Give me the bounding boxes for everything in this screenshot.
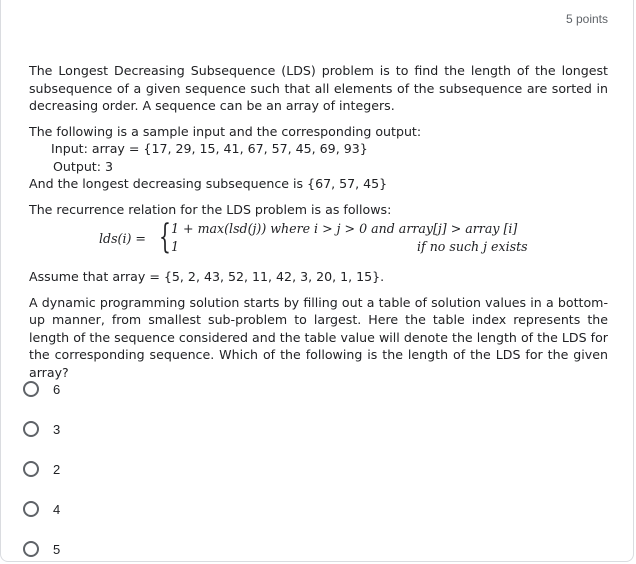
- radio-button[interactable]: [23, 461, 39, 477]
- recurrence-formula: [29, 217, 608, 260]
- option-label: 5: [53, 542, 61, 557]
- radio-button[interactable]: [23, 501, 39, 517]
- question-text: [29, 62, 608, 381]
- option-label: 6: [53, 382, 61, 397]
- option-label: 4: [53, 502, 61, 517]
- formula-lhs: lds(i) =: [99, 231, 146, 246]
- dp-paragraph: A dynamic programming solution starts by filling out a table of solution values in a bottom-up manner, from smallest sub-problem to largest. Here the table index represents the length of the sequence considered and the table value will denote the length of the LDS for the corresponding sequence. Which of the following is the length of the LDS for the given array?: [29, 294, 608, 380]
- radio-button[interactable]: [23, 421, 39, 437]
- recurrence-heading: The recurrence relation for the LDS problem is as follows:: [29, 201, 392, 217]
- option-6[interactable]: [23, 380, 223, 402]
- option-5[interactable]: [23, 540, 223, 562]
- formula-case-1: 1 + max(lsd(j)) where i > j > 0 and array[j] > array [i]: [171, 221, 518, 236]
- sample-heading: The following is a sample input and the corresponding output:: [29, 123, 422, 139]
- intro-paragraph: The Longest Decreasing Subsequence (LDS) problem is to find the length of the longest subsequence of a given sequence such that all elements of the subsequence are sorted in decreasing order. A sequence can be an array of integers.: [29, 63, 608, 113]
- formula-case-2-condition: if no such j exists: [417, 239, 528, 254]
- sample-output: Output: 3: [53, 158, 114, 174]
- sample-lds: And the longest decreasing subsequence is {67, 57, 45}: [29, 176, 388, 191]
- option-3[interactable]: [23, 420, 223, 442]
- sample-input: Input: array = {17, 29, 15, 41, 67, 57, 45, 69, 93}: [51, 141, 368, 156]
- option-4[interactable]: [23, 500, 223, 522]
- radio-button[interactable]: [23, 381, 39, 397]
- option-label: 2: [53, 462, 61, 477]
- option-2[interactable]: [23, 460, 223, 482]
- radio-button[interactable]: [23, 541, 39, 557]
- formula-brace: {: [159, 217, 171, 257]
- option-label: 3: [53, 422, 61, 437]
- assume-text: Assume that array = {5, 2, 43, 52, 11, 42, 3, 20, 1, 15}.: [29, 269, 385, 284]
- points-label: 5 points: [565, 12, 608, 26]
- formula-case-2-value: 1: [171, 239, 180, 254]
